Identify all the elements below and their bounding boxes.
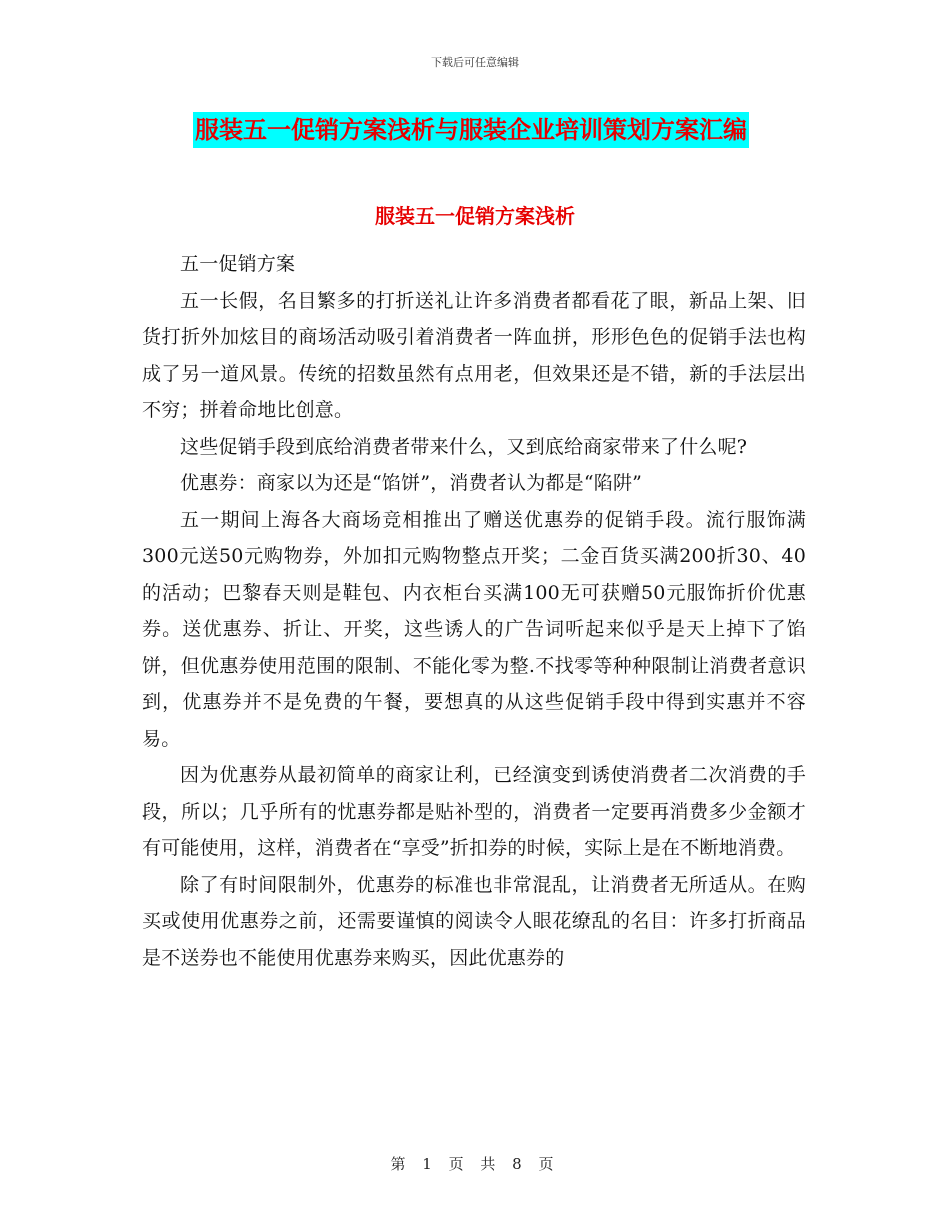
paragraph: 五一长假，名目繁多的打折送礼让许多消费者都看花了眼，新品上架、旧货打折外加炫目的商场活动吸引着消费者一阵血拼，形形色色的促销手法也构成了另一道风景。传统的招数虽然有点用老，但效果还是不错，新的手法层出不穷；拼着命地比创意。 xyxy=(142,289,806,421)
paragraph: 除了有时间限制外，优惠券的标准也非常混乱，让消费者无所适从。在购买或使用优惠券之前，还需要谨慎的阅读令人眼花缭乱的名目：许多打折商品是不送券也不能使用优惠券来购买，因此优惠券的 xyxy=(142,873,806,969)
document-title: 服装五一促销方案浅析与服装企业培训策划方案汇编 xyxy=(193,112,749,148)
paragraph: 五一促销方案 xyxy=(180,253,296,275)
document-body xyxy=(142,246,806,976)
paragraph: 因为优惠券从最初简单的商家让利，已经演变到诱使消费者二次消费的手段，所以；几乎所有的忧惠券都是贴补型的，消费者一定要再消费多少金额才有可能使用，这样，消费者在“享受”折扣券的时候，实际上是在不断地消费。 xyxy=(142,764,806,859)
header-note: 下载后可任意编辑 xyxy=(431,56,519,69)
section-title: 服装五一促销方案浅析 xyxy=(375,204,575,228)
paragraph: 这些促销手段到底给消费者带来什么，又到底给商家带来了什么呢? xyxy=(180,435,748,458)
page-number: 第 1 页 共 8 页 xyxy=(390,1155,560,1173)
paragraph: 五一期间上海各大商场竞相推出了赠送优惠券的促销手段。流行服饰满300元送50元购物券，外加扣元购物整点开奖；二金百货买满200折30、40的活动；巴黎春天则是鞋包、内衣柜台买满100无可获赠50元服饰折价优惠券。送优惠券、折让、开奖，这些诱人的广告词听起来似乎是天上掉下了馅饼，但优惠券使用范围的限制、不能化零为整.不找零等种种限制让消费者意识到，优惠券并不是免费的午餐，要想真的从这些促销手段中得到实惠并不容易。 xyxy=(142,508,806,750)
paragraph: 优惠券：商家以为还是“馅饼”，消费者认为都是“陷阱” xyxy=(180,472,643,494)
